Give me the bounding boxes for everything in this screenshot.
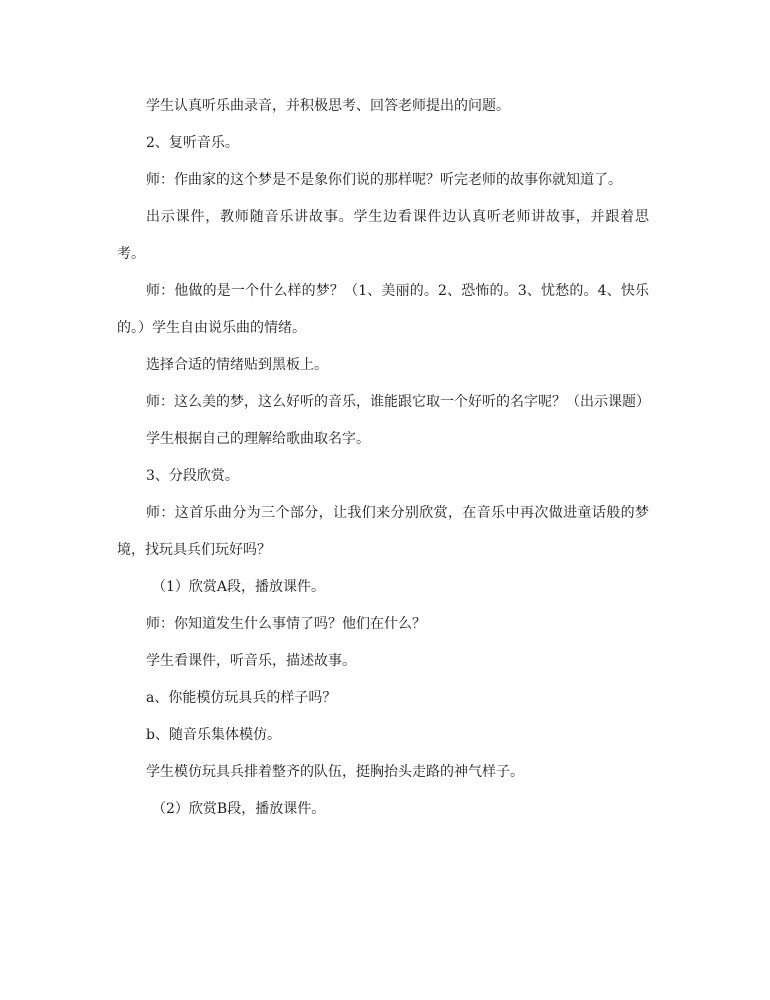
paragraph: 出示课件，教师随音乐讲故事。学生边看课件边认真听老师讲故事，并跟着思考。 — [117, 209, 649, 262]
list-item: b、随音乐集体模仿。 — [146, 727, 281, 743]
paragraph: 师：这首乐曲分为三个部分，让我们来分别欣赏，在音乐中再次做进童话般的梦境，找玩具兵们玩好吗？ — [117, 505, 649, 558]
subsection-heading: （2）欣赏B段，播放课件。 — [152, 801, 326, 817]
paragraph: 学生看课件，听音乐，描述故事。 — [146, 653, 356, 669]
subsection-heading: （1）欣赏A段，播放课件。 — [152, 579, 326, 595]
paragraph: 学生认真听乐曲录音，并积极思考、回答老师提出的问题。 — [146, 98, 510, 114]
document-body — [117, 88, 649, 828]
section-heading: 2、复听音乐。 — [146, 135, 239, 151]
paragraph: 师：作曲家的这个梦是不是象你们说的那样呢？听完老师的故事你就知道了。 — [146, 172, 622, 188]
paragraph: 选择合适的情绪贴到黑板上。 — [146, 357, 328, 373]
paragraph: 师：这么美的梦，这么好听的音乐，谁能跟它取一个好听的名字呢？（出示课题） — [146, 394, 650, 410]
paragraph: 师：你知道发生什么事情了吗？他们在什么？ — [146, 616, 426, 632]
section-heading: 3、分段欣赏。 — [146, 468, 239, 484]
list-item: a、你能模仿玩具兵的样子吗？ — [146, 690, 337, 706]
paragraph: 学生模仿玩具兵排着整齐的队伍，挺胸抬头走路的神气样子。 — [146, 764, 524, 780]
paragraph: 学生根据自己的理解给歌曲取名字。 — [146, 431, 370, 447]
paragraph: 师：他做的是一个什么样的梦？（1、美丽的。2、恐怖的。3、忧愁的。4、快乐的。）学生自由说乐曲的情绪。 — [117, 283, 649, 336]
